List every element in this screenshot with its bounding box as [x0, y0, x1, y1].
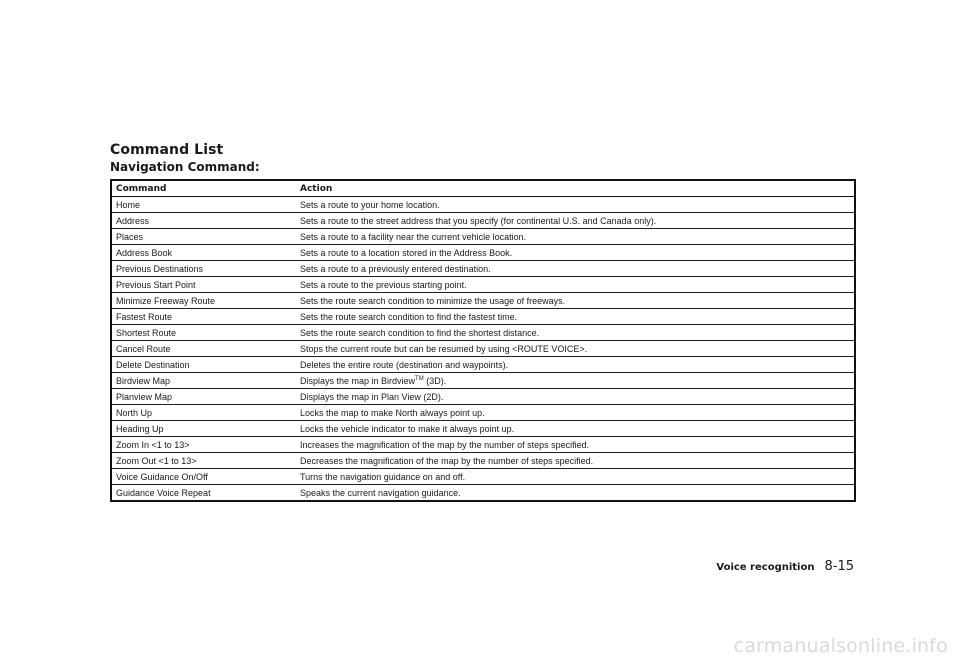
- action-text: (3D).: [423, 375, 447, 386]
- page-title: Command List: [110, 142, 224, 158]
- action-cell: Sets the route search condition to minimize the usage of freeways.: [296, 293, 855, 309]
- command-cell: Places: [111, 229, 296, 245]
- action-cell: Locks the map to make North always point up.: [296, 405, 855, 421]
- command-cell: Shortest Route: [111, 325, 296, 341]
- action-cell: Deletes the entire route (destination and waypoints).: [296, 357, 855, 373]
- command-cell: Previous Start Point: [111, 277, 296, 293]
- command-cell: Guidance Voice Repeat: [111, 485, 296, 502]
- command-cell: North Up: [111, 405, 296, 421]
- table-header-row: [111, 180, 855, 197]
- action-cell: Speaks the current navigation guidance.: [296, 485, 855, 502]
- command-cell: Zoom In <1 to 13>: [111, 437, 296, 453]
- command-cell: Zoom Out <1 to 13>: [111, 453, 296, 469]
- command-cell: Address: [111, 213, 296, 229]
- action-cell: Sets a route to a facility near the current vehicle location.: [296, 229, 855, 245]
- command-cell: Heading Up: [111, 421, 296, 437]
- command-cell: Birdview Map: [111, 373, 296, 389]
- table-row: [111, 245, 855, 261]
- table-row: [111, 485, 855, 502]
- table-row: [111, 469, 855, 485]
- action-cell: Displays the map in Plan View (2D).: [296, 389, 855, 405]
- table-row: [111, 389, 855, 405]
- action-cell: Sets a route to the previous starting point.: [296, 277, 855, 293]
- section-subtitle: Navigation Command:: [110, 160, 260, 174]
- command-cell: Home: [111, 197, 296, 213]
- column-header-action: Action: [296, 180, 855, 197]
- table-row: [111, 309, 855, 325]
- action-cell: Decreases the magnification of the map by the number of steps specified.: [296, 453, 855, 469]
- table-row: [111, 341, 855, 357]
- action-cell: Stops the current route but can be resumed by using <ROUTE VOICE>.: [296, 341, 855, 357]
- action-cell: Sets a route to a location stored in the Address Book.: [296, 245, 855, 261]
- table-row: [111, 421, 855, 437]
- command-cell: Previous Destinations: [111, 261, 296, 277]
- table-row: [111, 325, 855, 341]
- action-cell: Turns the navigation guidance on and off.: [296, 469, 855, 485]
- watermark: carmanualsonline.info: [733, 635, 948, 657]
- command-cell: Address Book: [111, 245, 296, 261]
- command-cell: Minimize Freeway Route: [111, 293, 296, 309]
- command-cell: Voice Guidance On/Off: [111, 469, 296, 485]
- column-header-command: Command: [111, 180, 296, 197]
- action-cell: Sets a route to your home location.: [296, 197, 855, 213]
- table-row: [111, 357, 855, 373]
- table-row: [111, 213, 855, 229]
- table-row: [111, 373, 855, 389]
- command-cell: Fastest Route: [111, 309, 296, 325]
- command-cell: Cancel Route: [111, 341, 296, 357]
- action-cell: [296, 373, 855, 389]
- page-footer: [716, 559, 854, 574]
- command-table: [110, 179, 856, 502]
- command-cell: Planview Map: [111, 389, 296, 405]
- table-row: [111, 437, 855, 453]
- table-row: [111, 261, 855, 277]
- action-text: Displays the map in Birdview: [300, 375, 416, 386]
- command-cell: Delete Destination: [111, 357, 296, 373]
- table-row: [111, 405, 855, 421]
- table-row: [111, 453, 855, 469]
- table-row: [111, 293, 855, 309]
- trademark-mark: TM: [415, 375, 424, 382]
- action-cell: Sets the route search condition to find the shortest distance.: [296, 325, 855, 341]
- action-cell: Sets a route to a previously entered destination.: [296, 261, 855, 277]
- page-number: 8-15: [824, 559, 854, 574]
- action-cell: Sets a route to the street address that you specify (for continental U.S. and Canada only).: [296, 213, 855, 229]
- table-row: [111, 197, 855, 213]
- table-row: [111, 229, 855, 245]
- table-row: [111, 277, 855, 293]
- action-cell: Locks the vehicle indicator to make it always point up.: [296, 421, 855, 437]
- footer-section-title: Voice recognition: [716, 562, 815, 573]
- action-cell: Increases the magnification of the map by the number of steps specified.: [296, 437, 855, 453]
- action-cell: Sets the route search condition to find the fastest time.: [296, 309, 855, 325]
